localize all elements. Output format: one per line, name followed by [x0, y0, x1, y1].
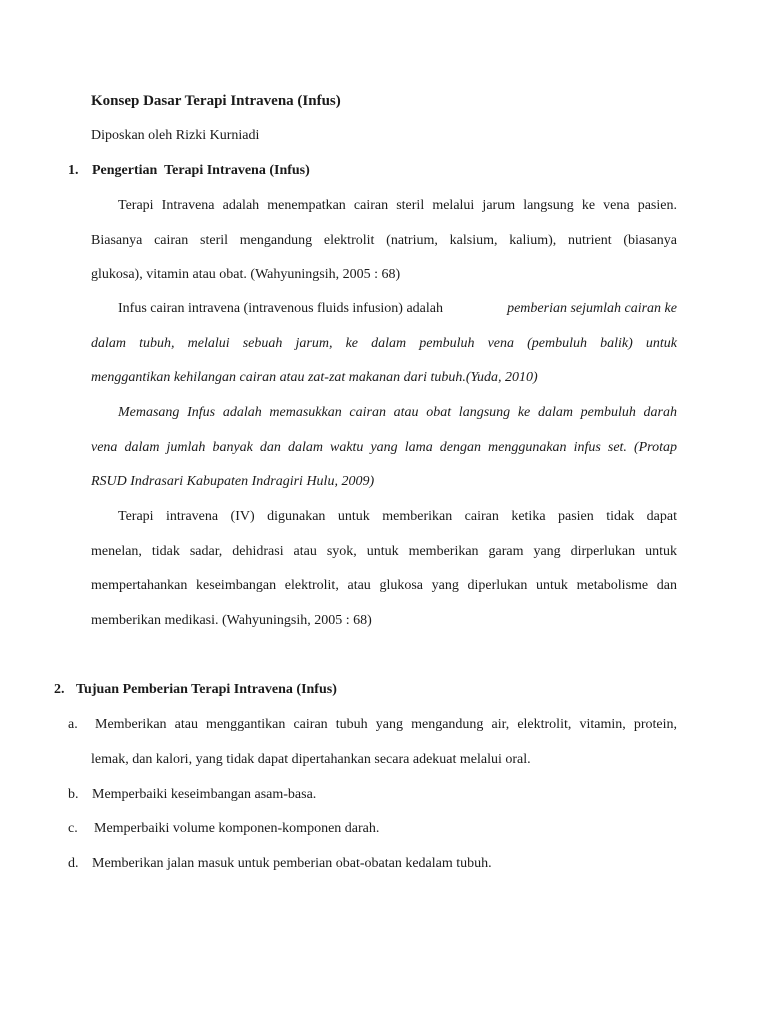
- list-item-c: Memperbaiki volume komponen-komponen darah.: [94, 821, 380, 836]
- section-1-paragraph-4-line-3: mempertahankan keseimbangan elektrolit, atau glukosa yang diperlukan untuk metabolisme dan: [91, 578, 677, 593]
- section-1-paragraph-4-line-1: Terapi intravena (IV) digunakan untuk memberikan cairan ketika pasien tidak dapat: [118, 509, 677, 524]
- list-marker-c: c.: [68, 821, 78, 836]
- section-1-paragraph-3-line-2: vena dalam jumlah banyak dan dalam waktu yang lama dengan menggunakan infus set. (Protap: [91, 440, 677, 455]
- section-1-paragraph-2-line-2: dalam tubuh, melalui sebuah jarum, ke dalam pembuluh vena (pembuluh balik) untuk: [91, 336, 677, 351]
- byline: Diposkan oleh Rizki Kurniadi: [91, 128, 260, 143]
- list-item-d: Memberikan jalan masuk untuk pemberian obat-obatan kedalam tubuh.: [92, 856, 492, 871]
- section-1-paragraph-1-line-3: glukosa), vitamin atau obat. (Wahyuningsih, 2005 : 68): [91, 267, 401, 282]
- section-2-heading: Tujuan Pemberian Terapi Intravena (Infus): [76, 682, 337, 697]
- document-title: Konsep Dasar Terapi Intravena (Infus): [91, 93, 341, 109]
- list-item-a-line-1: Memberikan atau menggantikan cairan tubuh yang mengandung air, elektrolit, vitamin, protein,: [95, 717, 677, 732]
- section-2-number: 2.: [54, 682, 65, 697]
- list-item-a-line-2: lemak, dan kalori, yang tidak dapat dipertahankan secara adekuat melalui oral.: [91, 752, 531, 767]
- section-1-paragraph-1-line-2: Biasanya cairan steril mengandung elektrolit (natrium, kalsium, kalium), nutrient (biasanya: [91, 233, 677, 248]
- section-1-paragraph-4-line-2: menelan, tidak sadar, dehidrasi atau syok, untuk memberikan garam yang dirperlukan untuk: [91, 544, 677, 559]
- section-1-paragraph-3-line-1: Memasang Infus adalah memasukkan cairan atau obat langsung ke dalam pembuluh darah: [118, 405, 677, 420]
- section-1-paragraph-3-line-3: RSUD Indrasari Kabupaten Indragiri Hulu, 2009): [91, 474, 375, 489]
- section-1-number: 1.: [68, 163, 79, 178]
- section-1-paragraph-1-line-1: Terapi Intravena adalah menempatkan cairan steril melalui jarum langsung ke vena pasien.: [118, 198, 677, 213]
- list-item-b: Memperbaiki keseimbangan asam-basa.: [92, 787, 317, 802]
- list-marker-b: b.: [68, 787, 79, 802]
- section-1-heading: Pengertian Terapi Intravena (Infus): [92, 163, 310, 178]
- list-marker-a: a.: [68, 717, 78, 732]
- section-1-paragraph-2-line-1: [118, 300, 677, 318]
- paragraph-2-normal-text: Infus cairan intravena (intravenous fluids infusion) adalah: [118, 301, 444, 316]
- paragraph-2-italic-text: pemberian sejumlah cairan ke: [507, 301, 677, 316]
- list-marker-d: d.: [68, 856, 79, 871]
- section-1-paragraph-4-line-4: memberikan medikasi. (Wahyuningsih, 2005 : 68): [91, 613, 372, 628]
- section-1-paragraph-2-line-3: menggantikan kehilangan cairan atau zat-zat makanan dari tubuh.(Yuda, 2010): [91, 370, 538, 385]
